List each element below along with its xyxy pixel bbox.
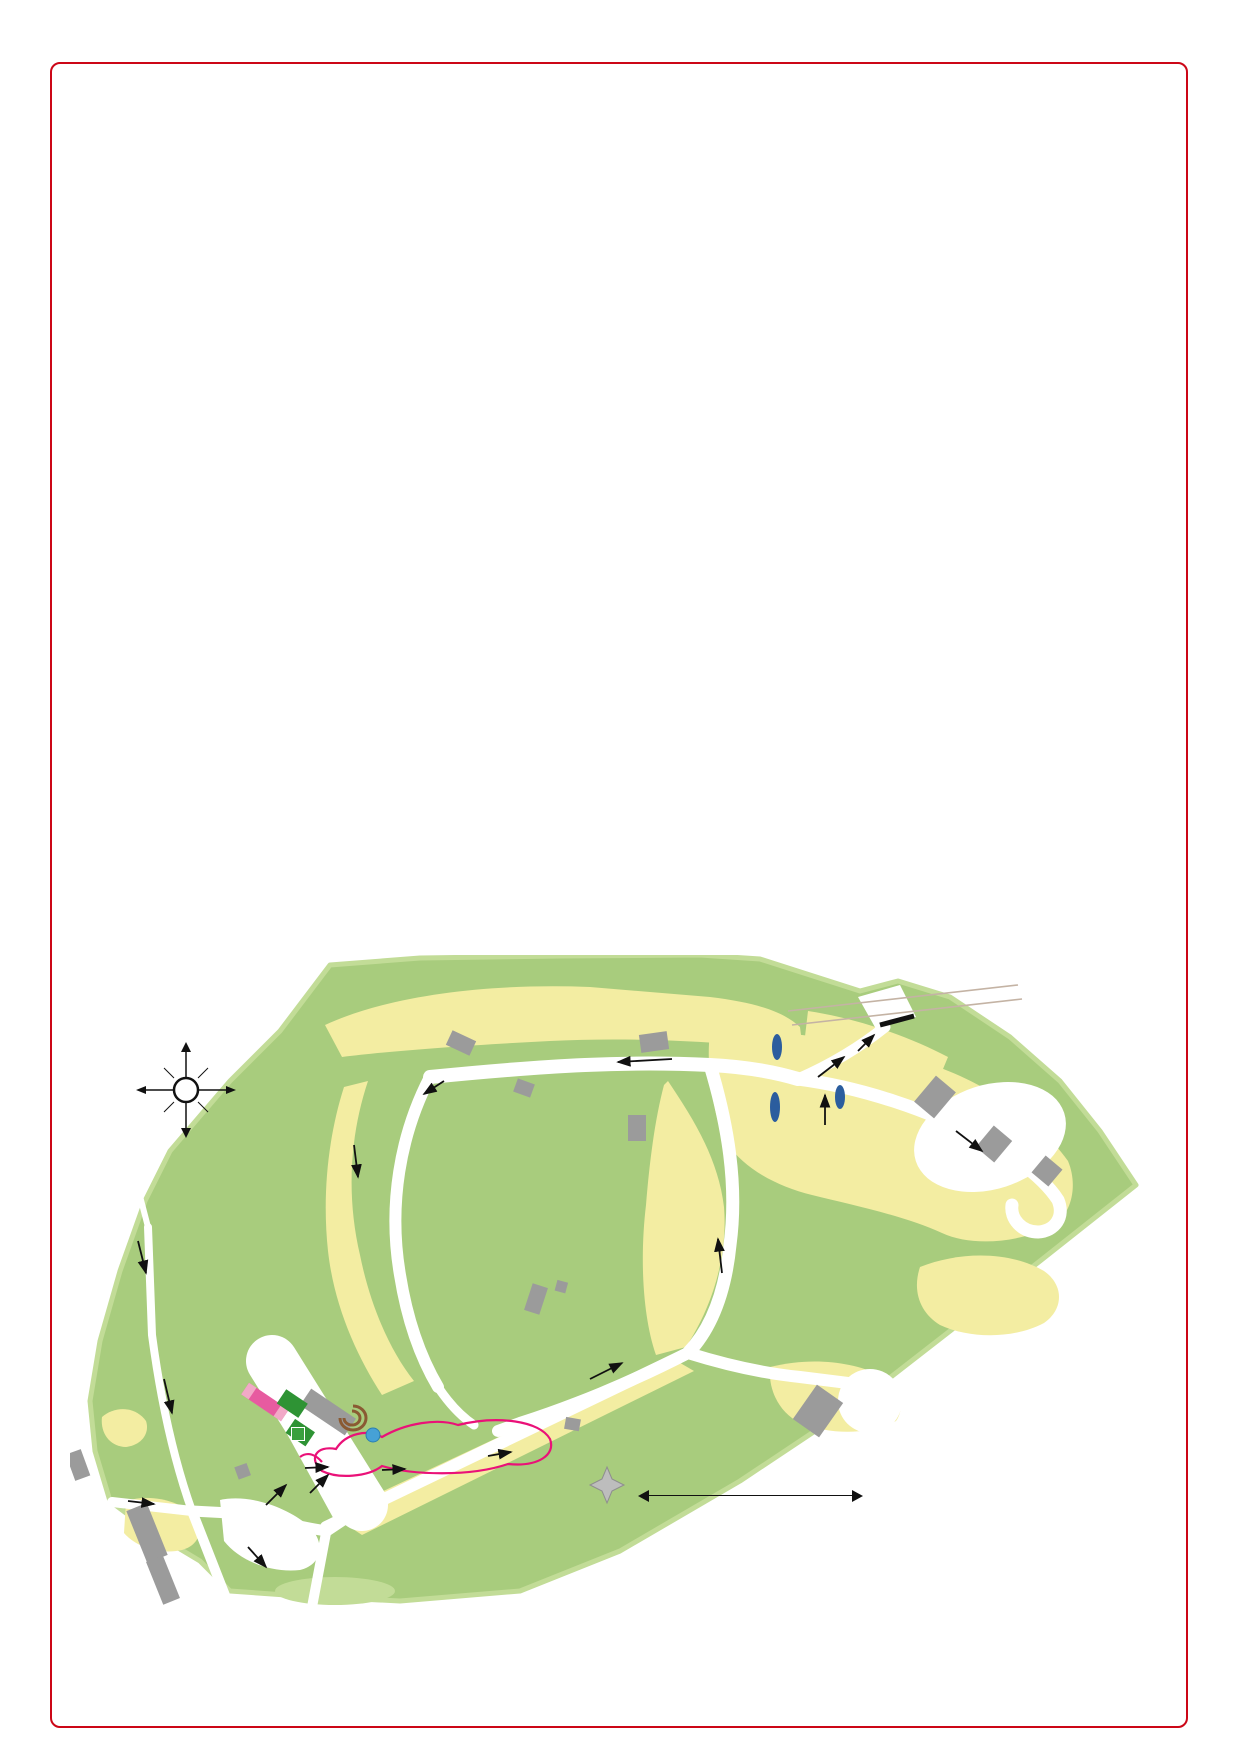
scale-bar: [638, 1490, 863, 1502]
parking-icon: [291, 1427, 305, 1441]
pond: [366, 1428, 380, 1442]
map-scale: [638, 1484, 863, 1502]
compass-rose: [134, 1042, 238, 1138]
